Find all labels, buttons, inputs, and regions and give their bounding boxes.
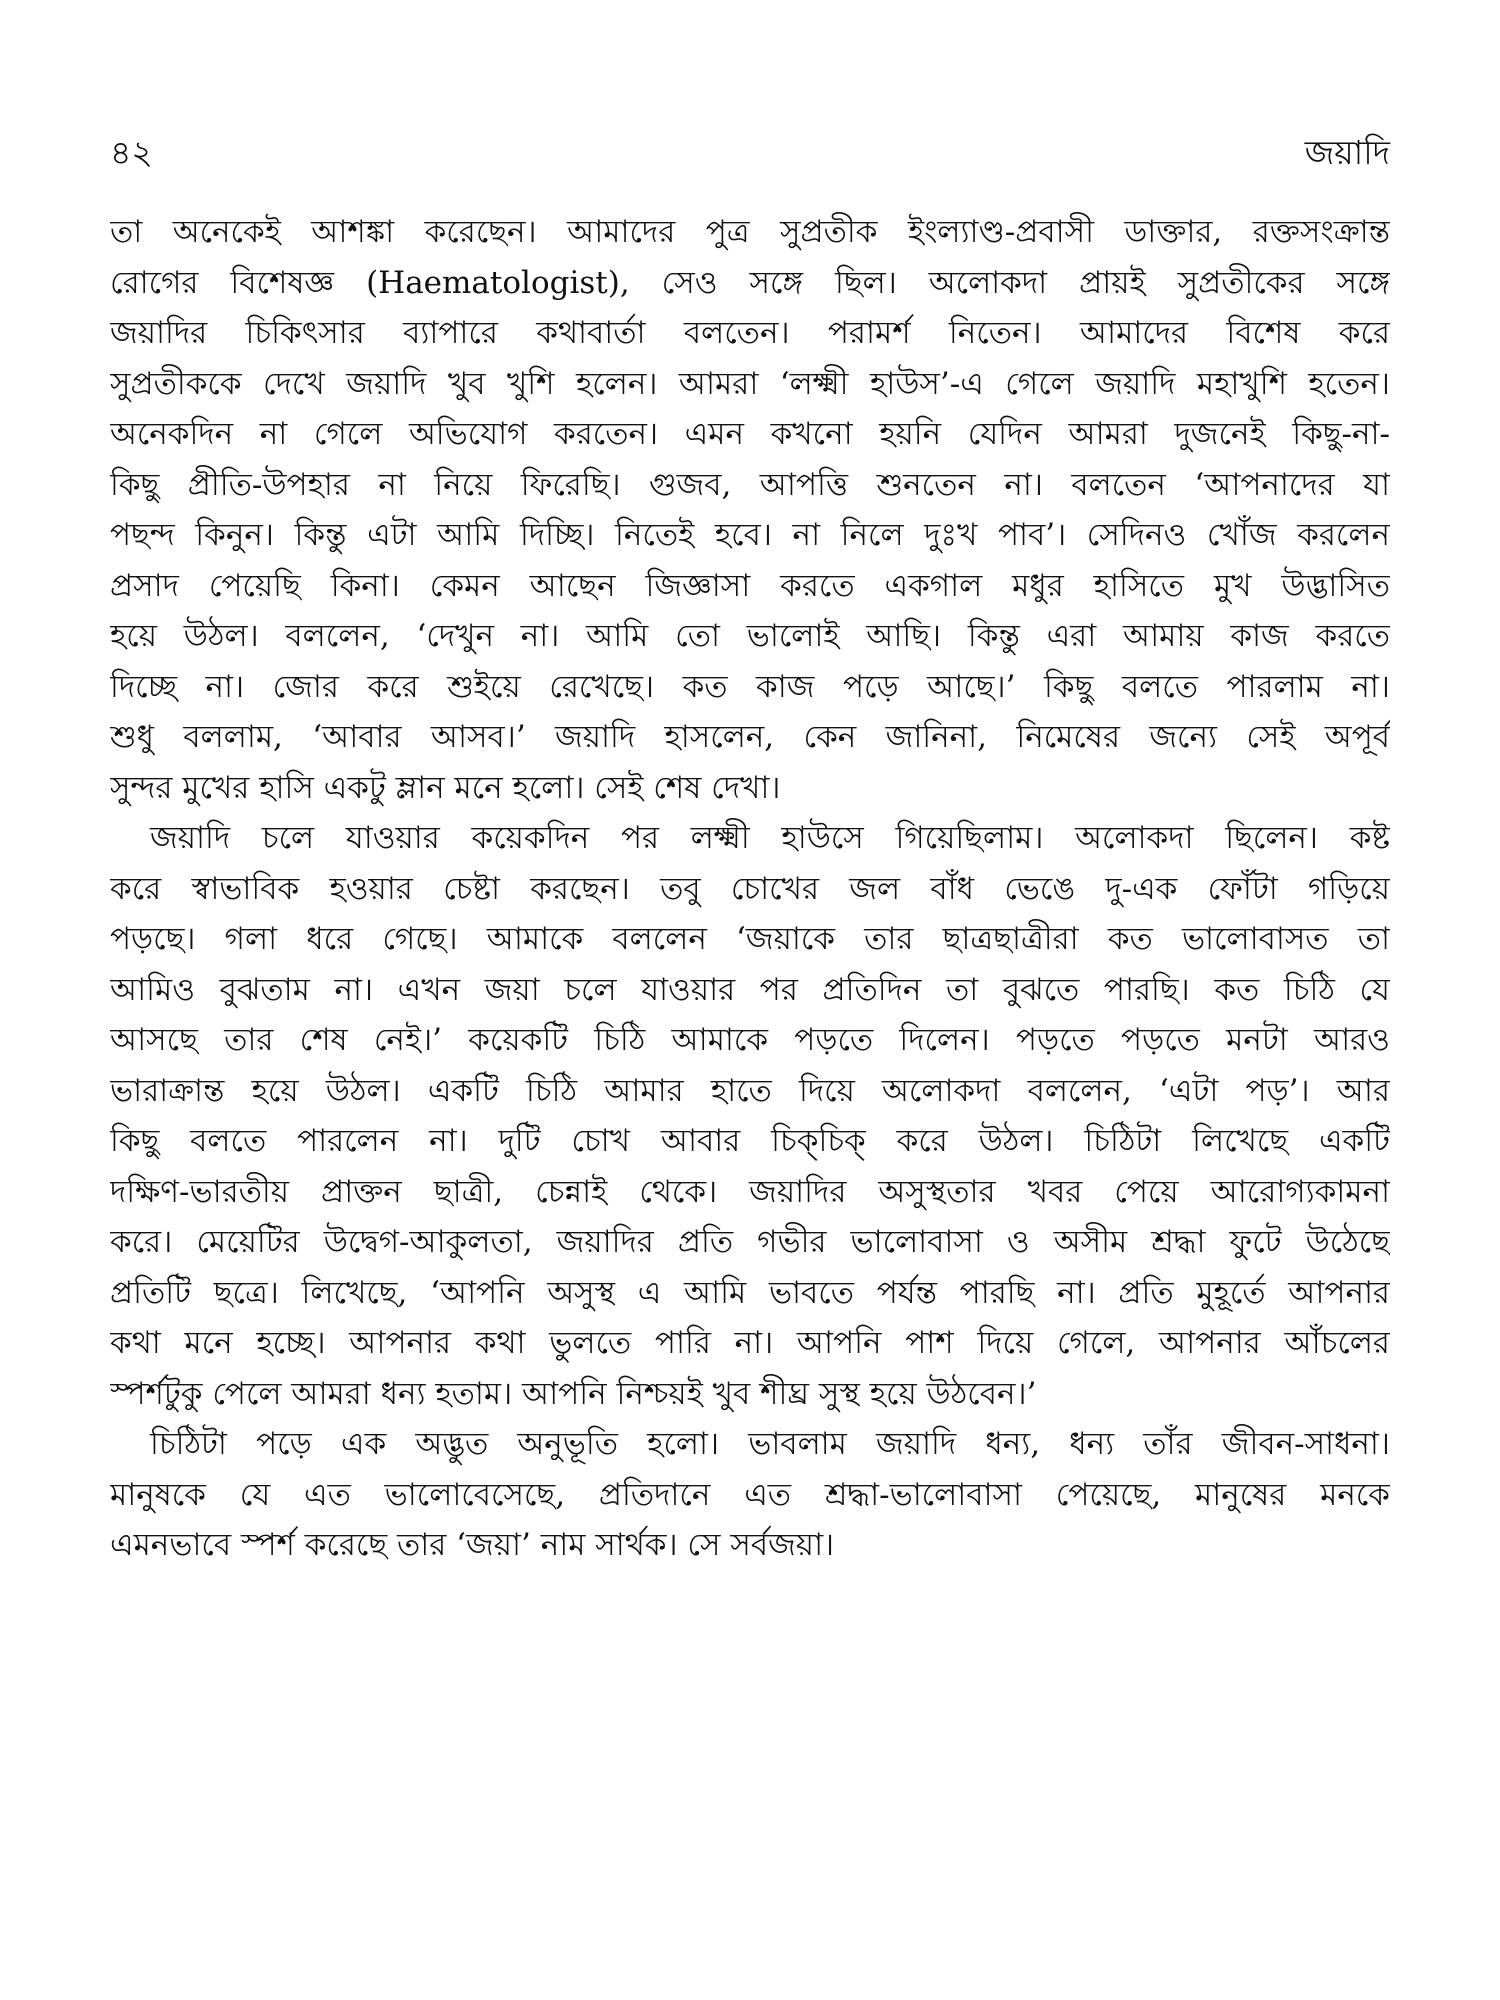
text-line: সুন্দর মুখের হাসি একটু ম্লান মনে হলো। সেই শেষ দেখা। xyxy=(110,769,781,806)
body-text xyxy=(110,207,1390,1571)
running-head: জয়াদি xyxy=(1304,133,1390,172)
paragraph-start-line: চিঠিটা পড়ে এক অদ্ভুত অনুভূতি হলো। ভাবলাম জয়াদি ধন্য, ধন্য তাঁর জীবন-সাধনা। xyxy=(150,1426,1390,1462)
text-line: তা অনেকেই আশঙ্কা করেছেন। আমাদের পুত্র সুপ্রতীক ইংল্যাণ্ড-প্রবাসী ডাক্তার, রক্তসংক্রান্ত xyxy=(110,214,1390,250)
text-line: করে স্বাভাবিক হওয়ার চেষ্টা করছেন। তবু চোখের জল বাঁধ ভেঙে দু-এক ফোঁটা গড়িয়ে xyxy=(110,870,1390,907)
text-line: দিচ্ছে না। জোর করে শুইয়ে রেখেছে। কত কাজ পড়ে আছে।’ কিছু বলতে পারলাম না। xyxy=(110,668,1390,705)
text-line: পছন্দ কিনুন। কিন্তু এটা আমি দিচ্ছি। নিতেই হবে। না নিলে দুঃখ পাব’। সেদিনও খোঁজ করলেন xyxy=(110,517,1390,553)
text-line: পড়ছে। গলা ধরে গেছে। আমাকে বললেন ‘জয়াকে তার ছাত্রছাত্রীরা কত ভালোবাসত তা xyxy=(110,921,1390,957)
text-line: জয়াদির চিকিৎসার ব্যাপারে কথাবার্তা বলতেন। পরামর্শ নিতেন। আমাদের বিশেষ করে xyxy=(110,315,1390,351)
text-line: কিছু প্রীতি-উপহার না নিয়ে ফিরেছি। গুজব, আপত্তি শুনতেন না। বলতেন ‘আপনাদের যা xyxy=(110,466,1390,503)
paragraph-start-line: জয়াদি চলে যাওয়ার কয়েকদিন পর লক্ষ্মী হাউসে গিয়েছিলাম। অলোকদা ছিলেন। কষ্ট xyxy=(150,820,1390,856)
text-line: শুধু বললাম, ‘আবার আসব।’ জয়াদি হাসলেন, কেন জানিনা, নিমেষের জন্যে সেই অপূর্ব xyxy=(110,719,1390,755)
text-line: কিছু বলতে পারলেন না। দুটি চোখ আবার চিক্‌চিক্‌ করে উঠল। চিঠিটা লিখেছে একটি xyxy=(110,1123,1390,1159)
text-line: আসছে তার শেষ নেই।’ কয়েকটি চিঠি আমাকে পড়তে দিলেন। পড়তে পড়তে মনটা আরও xyxy=(110,1022,1390,1058)
text-line: অনেকদিন না গেলে অভিযোগ করতেন। এমন কখনো হয়নি যেদিন আমরা দুজনেই কিছু-না- xyxy=(110,416,1390,452)
text-line: কথা মনে হচ্ছে। আপনার কথা ভুলতে পারি না। আপনি পাশ দিয়ে গেলে, আপনার আঁচলের xyxy=(110,1325,1390,1361)
text-line: প্রতিটি ছত্রে। লিখেছে, ‘আপনি অসুস্থ এ আমি ভাবতে পর্যন্ত পারছি না। প্রতি মুহূর্তে আপনার xyxy=(110,1274,1390,1311)
page-number: ৪২ xyxy=(110,133,153,172)
text-line: আমিও বুঝতাম না। এখন জয়া চলে যাওয়ার পর প্রতিদিন তা বুঝতে পারছি। কত চিঠি যে xyxy=(110,971,1390,1008)
text-line: মানুষকে যে এত ভালোবেসেছে, প্রতিদানে এত শ্রদ্ধা-ভালোবাসা পেয়েছে, মানুষের মনকে xyxy=(110,1476,1390,1513)
text-line: হয়ে উঠল। বললেন, ‘দেখুন না। আমি তো ভালোই আছি। কিন্তু এরা আমায় কাজ করতে xyxy=(110,618,1390,654)
text-line: এমনভাবে স্পর্শ করেছে তার ‘জয়া’ নাম সার্থক। সে সর্বজয়া। xyxy=(110,1527,835,1563)
text-line: সুপ্রতীককে দেখে জয়াদি খুব খুশি হলেন। আমরা ‘লক্ষ্মী হাউস’-এ গেলে জয়াদি মহাখুশি হতেন। xyxy=(110,365,1390,402)
text-line: করে। মেয়েটির উদ্বেগ-আকুলতা, জয়াদির প্রতি গভীর ভালোবাসা ও অসীম শ্রদ্ধা ফুটে উঠেছে xyxy=(110,1224,1390,1260)
text-line: স্পর্শটুকু পেলে আমরা ধন্য হতাম। আপনি নিশ্চয়ই খুব শীঘ্র সুস্থ হয়ে উঠবেন।’ xyxy=(110,1375,1037,1412)
text-line: ভারাক্রান্ত হয়ে উঠল। একটি চিঠি আমার হাতে দিয়ে অলোকদা বললেন, ‘এটা পড়’। আর xyxy=(110,1072,1390,1109)
text-line: দক্ষিণ-ভারতীয় প্রাক্তন ছাত্রী, চেন্নাই থেকে। জয়াদির অসুস্থতার খবর পেয়ে আরোগ্যকামনা xyxy=(110,1173,1390,1210)
text-line: রোগের বিশেষজ্ঞ (Haematologist), সেও সঙ্গে ছিল। অলোকদা প্রায়ই সুপ্রতীকের সঙ্গে xyxy=(110,264,1390,301)
text-line: প্রসাদ পেয়েছি কিনা। কেমন আছেন জিজ্ঞাসা করতে একগাল মধুর হাসিতে মুখ উদ্ভাসিত xyxy=(110,567,1390,604)
page-header xyxy=(110,128,1390,178)
